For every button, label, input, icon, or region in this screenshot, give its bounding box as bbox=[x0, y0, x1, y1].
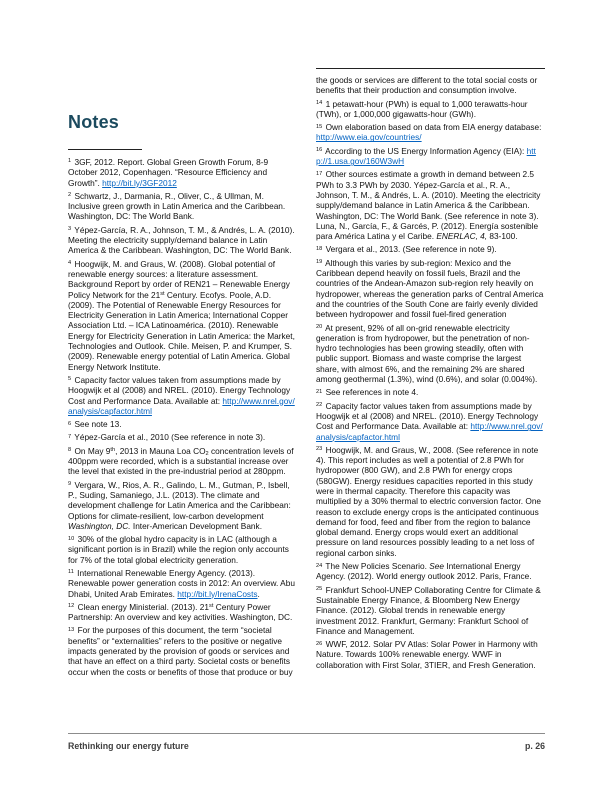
footnote bbox=[68, 191, 297, 222]
footnote-number: 17 bbox=[316, 170, 323, 177]
footnote-text: 1 petawatt-hour (PWh) is equal to 1,000 terawatts-hour (TWh), or 1,000,000 gigawatts-hour (GWh). bbox=[316, 98, 528, 119]
footnote-number: 4 bbox=[68, 260, 72, 267]
italic-text: See bbox=[429, 561, 444, 572]
footnote-number: 11 bbox=[68, 569, 74, 576]
footnote bbox=[316, 561, 545, 582]
footnote-text: Yépez-García et al., 2010 (See reference in note 3). bbox=[74, 432, 266, 443]
footnote-text: Century. Ecofys. Poole, A.D. (2009). The Potential of Renewable Energy Resources for Electricity Generation in Latin America; International Copper Association Ltd. – ICA Latinoamérica. (2010). Renewable Energy for Electricity Generation in Latin America: the Market, Technologies and Outlook. Chile. Meisen, P. and Krumper, S. (2009). Renewable energy potential of Latin America. Global Energy Network Institute. bbox=[68, 289, 295, 372]
footnote-number: 10 bbox=[68, 535, 75, 542]
footnote bbox=[316, 244, 545, 254]
italic-text: Washington, DC. bbox=[68, 520, 131, 531]
page-footer bbox=[68, 733, 545, 751]
hyperlink[interactable]: http://www.nrel.gov/analysis/capfactor.html bbox=[316, 421, 543, 442]
footnote-text: Own elaboration based on data from EIA energy database: bbox=[325, 122, 542, 133]
footnote bbox=[316, 146, 545, 167]
footnote-text: . bbox=[257, 588, 260, 599]
footnote bbox=[316, 122, 545, 143]
footnote-text: Vergara et al., 2013. (See reference in note 9). bbox=[325, 244, 497, 255]
footnote-number: 14 bbox=[316, 100, 323, 107]
footnote bbox=[316, 401, 545, 442]
right-column bbox=[316, 68, 545, 673]
footnote bbox=[68, 432, 297, 442]
footnote-text: 83-100. bbox=[487, 231, 518, 242]
footnote-continuation-separator bbox=[316, 68, 545, 69]
footnote-text: International Renewable Energy Agency. (2013). Renewable power generation costs in 2012: An overview. Abu Dhabi, United Arab Emirates. bbox=[68, 567, 295, 599]
footnote-text: 30% of the global hydro capacity is in LAC (although a significant portion is in Brazil) while the region only accounts for 7% of the total global electricity generation. bbox=[68, 534, 289, 565]
hyperlink[interactable]: http://1.usa.gov/160W3wH bbox=[316, 145, 536, 167]
footnote bbox=[68, 259, 297, 372]
footnote bbox=[316, 258, 545, 320]
footnote-number: 26 bbox=[316, 640, 323, 647]
footnote-text: , 2013 in Mauna Loa CO bbox=[115, 445, 206, 456]
right-column-notes bbox=[316, 75, 545, 670]
footnote bbox=[68, 446, 297, 477]
footnote bbox=[68, 480, 297, 531]
left-column bbox=[68, 112, 297, 680]
footnote-number: 24 bbox=[316, 562, 323, 569]
footnote bbox=[316, 387, 545, 397]
footnote bbox=[68, 419, 297, 429]
footnote-number: 15 bbox=[316, 123, 323, 130]
footnote-number: 3 bbox=[68, 226, 72, 233]
footnote-text: the goods or services are different to the total social costs or benefits that their production and consumption involve. bbox=[316, 75, 538, 96]
subscript-text: 2 bbox=[205, 451, 209, 458]
italic-text: ENERLAC, 4, bbox=[436, 231, 488, 242]
footnote-number: 1 bbox=[68, 158, 72, 165]
footnote-number: 22 bbox=[316, 402, 323, 409]
footnote-text: Clean energy Ministerial. (2013). 21 bbox=[77, 601, 210, 612]
footnote-text: Frankfurt School-UNEP Collaborating Centre for Climate & Sustainable Energy Finance, & Bloomberg New Energy Finance. (2012). Global trends in renewable energy investment 2012. Frankfurt, Germany: Frankfurt School of Finance and Management. bbox=[316, 584, 541, 636]
footnote-text: Capacity factor values taken from assumptions made by Hoogwijk et al (2008) and NREL. (2010). Energy Technology Cost and Performance Data. Available at: bbox=[68, 374, 291, 406]
footnote bbox=[68, 225, 297, 256]
footnote-number: 6 bbox=[68, 420, 72, 427]
footnote-number: 12 bbox=[68, 603, 75, 610]
footnote bbox=[316, 445, 545, 558]
footnote-number: 19 bbox=[316, 259, 323, 266]
footnote-number: 20 bbox=[316, 324, 323, 330]
footer-document-title: Rethinking our energy future bbox=[68, 741, 189, 751]
footnote bbox=[68, 625, 297, 676]
hyperlink[interactable]: http://www.nrel.gov/analysis/capfactor.html bbox=[68, 395, 295, 416]
footnote-text: According to the US Energy Information Agency (EIA): bbox=[325, 145, 527, 156]
footnote bbox=[316, 99, 545, 120]
footnote-text: International Energy Agency. (2012). World energy outlook 2012. Paris, France. bbox=[316, 561, 532, 582]
footnote bbox=[316, 323, 545, 385]
footnote-text: Hoogwijk, M. and Graus, W., 2008. (See reference in note 4). This report includes as well a potential of 2.8 PWh for hydropower (800 GW), and 2.8 PWh for energy crops (580GW). Energy residues capacities reported in this study were in thermal capacity. Therefore this capacity was multiplied by a 30% thermal to electric conversion factor. One reason to exclude energy crops is the anticipated continuous demand for food, feed and fiber from the region to balance global demand. Energy crops would exert an additional pressure on land resources possibly leading to a net loss of regional carbon sinks. bbox=[316, 444, 542, 558]
footnote-number: 25 bbox=[316, 586, 323, 593]
footnote-text: On May 9 bbox=[74, 445, 111, 456]
footnote-text: Hoogwijk, M. and Graus, W. (2008). Global potential of renewable energy sources: a literature assessment. Background Report by order of REN21 – Renewable Energy Policy Network for the 21 bbox=[68, 258, 290, 300]
left-column-notes bbox=[68, 157, 297, 677]
hyperlink[interactable]: http://bit.ly/3GF2012 bbox=[102, 177, 177, 188]
footnote-text: Schwartz, J., Darmania, R., Oliver, C., & Ullman, M. Inclusive green growth in Latin America and the Caribbean. Washington, DC: The World Bank. bbox=[68, 190, 286, 222]
footnote-number: 21 bbox=[316, 388, 323, 395]
footnote bbox=[316, 639, 545, 670]
footnote bbox=[68, 157, 297, 188]
page-number: p. 26 bbox=[524, 741, 545, 751]
footnote-number: 23 bbox=[316, 446, 323, 453]
footnote-text: See references in note 4. bbox=[325, 387, 419, 398]
footnote-text: Although this varies by sub-region: Mexico and the Caribbean depend heavily on fossil fuels, Brazil and the countries of the Andean-Amazon sub-region rely heavily on hydropower, whereas the generation parks of Central America and the countries of the South Cone are fairly evenly divided between hydropower and fossil fuel-fired generation bbox=[316, 257, 544, 320]
footnote-separator bbox=[68, 149, 142, 150]
footnote-text: WWF, 2012. Solar PV Atlas: Solar Power in Harmony with Nature. Towards 100% renewable energy. WWF in collaboration with First Solar, 3TIER, and Fresh Generation. bbox=[316, 639, 538, 670]
footnote-number: 16 bbox=[316, 147, 323, 154]
footnote bbox=[68, 602, 297, 623]
footnote-text: At present, 92% of all on-grid renewable electricity generation is from hydropower, but the penetration of non-hydro technologies has been growing steadily, often with public support. Biomass and waste comprise the largest share, with almost 6%, and the remaining 2% are shared among geothermal (1.3%), wind (0.6%), and solar (0.004%). bbox=[316, 322, 538, 385]
footnote-number: 5 bbox=[68, 376, 72, 383]
hyperlink[interactable]: http://bit.ly/IrenaCosts bbox=[177, 588, 258, 599]
footnote bbox=[68, 568, 297, 599]
superscript-text: st bbox=[209, 603, 214, 610]
footnote-text: For the purposes of this document, the term “societal benefits” or “externalities” refers to the positive or negative impacts generated by the provision of goods or services and that have an effect on a third party. Societal costs or benefits occur when the costs or benefits of those that produce or buy bbox=[68, 625, 293, 677]
footnote-text: 3GF, 2012. Report. Global Green Growth Forum, 8-9 October 2012, Copenhagen. “Resource Efficiency and Growth”. bbox=[68, 157, 269, 188]
footnote bbox=[316, 169, 545, 241]
page-title: Notes bbox=[68, 112, 120, 132]
superscript-text: th bbox=[110, 447, 116, 454]
footnote-number: 9 bbox=[68, 481, 72, 488]
footnote bbox=[68, 534, 297, 565]
footnote-text: See note 13. bbox=[74, 419, 122, 430]
footnote-text: Capacity factor values taken from assumptions made by Hoogwijk et al (2008) and NREL. (2010). Energy Technology Cost and Performance Data. Available at: bbox=[316, 400, 539, 432]
footnote-text: The New Policies Scenario. bbox=[325, 561, 430, 572]
footnote-text: Inter-American Development Bank. bbox=[130, 520, 263, 531]
footnote-text: Yépez-García, R. A., Johnson, T. M., & Andrés, L. A. (2010). Meeting the electricity supply/demand balance in Latin America & the Caribbean. Washington, DC: The World Bank. bbox=[68, 224, 295, 256]
footnote-text: Other sources estimate a growth in demand between 2.5 PWh to 3.3 PWh by 2030. Yépez-García et al., R. A., Johnson, T. M., & Andrés, L. A. (2010). Meeting the electricity supply/demand balance in Latin America & the Caribbean. Washington, DC: The World Bank. (See reference in note 3). Luna, N., García, F., & Garcés, P. (2012). Energía sostenible para América Latina y el Caribe. bbox=[316, 169, 541, 242]
footnote-number: 8 bbox=[68, 447, 72, 454]
footnote-text: concentration levels of 400ppm were recorded, which is a substantial increase over the level that existed in the pre-industrial period at 280ppm. bbox=[68, 445, 294, 477]
superscript-text: st bbox=[160, 291, 165, 298]
footnote bbox=[316, 75, 545, 96]
footnote-text: Vergara, W., Rios, A. R., Galindo, L. M., Gutman, P., Isbell, P., Suding, Samaniego, J.L. (2013). The climate and development challenge for Latin America and the Caribbean: Options for climate-resilient, low-carbon development bbox=[68, 479, 291, 521]
footnote-number: 18 bbox=[316, 245, 323, 252]
footnote-text: Century Power Partnership: An overview and key activities. Washington, DC. bbox=[68, 601, 293, 623]
footnote-number: 7 bbox=[68, 433, 72, 440]
footnote-number: 13 bbox=[68, 626, 75, 633]
footnote bbox=[316, 585, 545, 636]
footnote-number: 2 bbox=[68, 192, 72, 199]
footnote bbox=[68, 375, 297, 416]
hyperlink[interactable]: http://www.eia.gov/countries/ bbox=[316, 132, 422, 143]
